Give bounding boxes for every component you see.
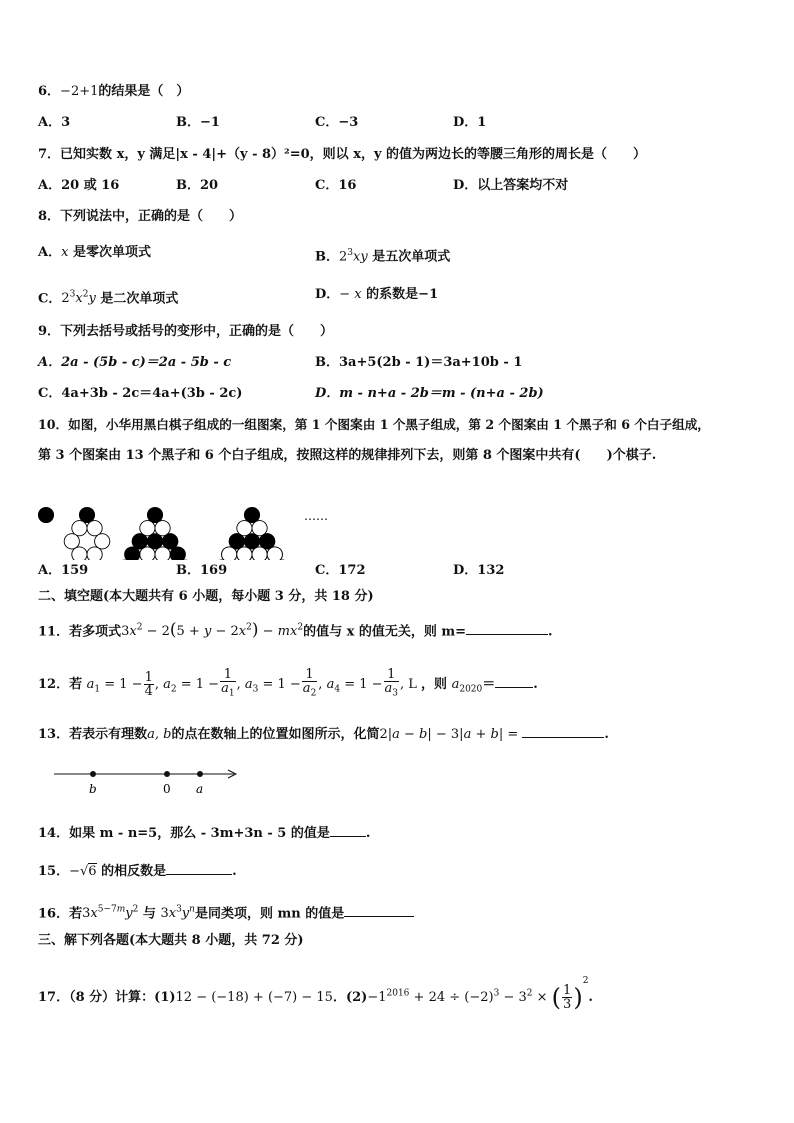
- q10-stem-line1: 10．如图，小华用黑白棋子组成的一组图案，第 1 个图案由 1 个黑子组成，第 2 个图案由 1 个黑子和 6 个白子组成，: [38, 417, 710, 432]
- q13-end: .: [604, 727, 609, 742]
- black-stone: [38, 507, 53, 522]
- q6-expression: −2+1: [60, 84, 99, 99]
- q14: [38, 822, 370, 843]
- q6-text: 的结果是（ ）: [98, 84, 190, 99]
- q11-expression: $3x^2 - 2(5 + y - 2x^2) - mx^2$: [121, 620, 304, 641]
- q8-a-text: 是零次单项式: [72, 245, 151, 260]
- q17-end: .: [588, 990, 593, 1005]
- q17-part1-expr: 12 − (−18) + (−7) − 15: [175, 990, 333, 1005]
- pattern-1: [38, 507, 53, 522]
- q6-option-b: B．−1: [176, 115, 220, 130]
- white-stone: [95, 534, 110, 549]
- q6-option-c: C．−3: [315, 115, 359, 130]
- white-stone: [237, 547, 252, 560]
- q7-stem: 7．已知实数 x，y 满足|x - 4|+（y - 8）²=0，则以 x，y 的值为两边长的等腰三角形的周长是（ ）: [38, 147, 647, 162]
- point-a: [197, 771, 203, 777]
- q8-b-label: B．: [315, 249, 339, 265]
- q9-option-c: C．4a+3b - 2c＝4a+(3b - 2c): [38, 386, 243, 401]
- black-stone: [244, 534, 259, 549]
- q16: [38, 901, 414, 923]
- q16-label: 16．若: [38, 906, 83, 922]
- label-0: 0: [163, 782, 171, 796]
- q8-option-a: [38, 244, 151, 262]
- q8-option-d: [315, 286, 438, 304]
- q17-part2-label: ．(2): [332, 990, 368, 1005]
- q11-end: .: [548, 624, 553, 640]
- pattern-3: [117, 507, 193, 560]
- q7-option-c: C．16: [315, 178, 357, 193]
- q8-a-label: A．: [38, 245, 62, 260]
- q15-label: 15．: [38, 864, 70, 879]
- black-stone: [147, 507, 162, 522]
- number-line: [50, 762, 250, 798]
- q9-option-b: B．3a+5(2b - 1)＝3a+10b - 1: [315, 355, 523, 370]
- q8-d-label: D．: [315, 287, 340, 302]
- q13-vars: a, b: [147, 727, 172, 742]
- q8-c-text: 是二次单项式: [100, 291, 179, 307]
- q8-b-var: xy: [353, 249, 368, 265]
- q13-text: 的点在数轴上的位置如图所示，化简: [171, 727, 380, 742]
- q12-text: ，则: [421, 676, 448, 692]
- q11: [38, 619, 553, 641]
- q8-option-c: [38, 286, 178, 308]
- q12-target-sub: 2020: [459, 684, 483, 695]
- q12-sequence: $a_1 = 1$ − $\frac{1}{4}$ , $a_2 = 1$ − $\frac{1}{a_1}$ , $a_3 = 1$ − $\frac{1}{a_2}$ , $a_4 = 1$ − $\frac{1}{a_3}$ , L: [86, 667, 422, 699]
- label-b: b: [89, 782, 97, 796]
- q8-option-b: [315, 244, 450, 266]
- white-stone: [87, 547, 102, 560]
- white-stone: [252, 521, 267, 536]
- q9-option-d: D．m - n+a - 2b＝m - (n+a - 2b): [315, 386, 544, 401]
- q10-option-b: B．169: [176, 563, 228, 578]
- q15-answer-blank[interactable]: [166, 860, 232, 875]
- label-a: a: [196, 782, 204, 796]
- q10-option-c: C．172: [315, 563, 366, 578]
- black-stone: [132, 534, 147, 549]
- q9-stem: 9．下列去括号或括号的变形中，正确的是（ ）: [38, 324, 334, 339]
- white-stone: [140, 521, 155, 536]
- q10-pattern-figure: [30, 468, 350, 560]
- q12: [38, 668, 538, 701]
- black-stone: [244, 507, 259, 522]
- q10-stem-line2: 第 3 个图案由 13 个黑子和 6 个白子组成，按照这样的规律排列下去，则第 8 个图案中共有( )个棋子.: [38, 448, 657, 463]
- q10-option-a: A．159: [38, 563, 89, 578]
- q11-label: 11．若多项式: [38, 624, 122, 640]
- q16-term2: $3x^3y^n$: [160, 905, 195, 922]
- q16-text: 是同类项，则 mn 的值是: [194, 906, 345, 922]
- q10-option-d: D．132: [453, 563, 505, 578]
- q8-b-exp: 3: [347, 248, 354, 258]
- white-stone: [72, 521, 87, 536]
- white-stone: [222, 547, 237, 560]
- q8-d-var: − x: [339, 287, 362, 302]
- black-stone: [147, 534, 162, 549]
- q13-answer-blank[interactable]: [522, 723, 604, 738]
- white-stone: [155, 521, 170, 536]
- white-stone: [87, 521, 102, 536]
- q8-b-base: 2: [339, 249, 348, 265]
- q14-answer-blank[interactable]: [330, 822, 366, 837]
- black-stone: [125, 547, 140, 560]
- q11-text: 的值与 x 的值无关，则 m=: [303, 624, 467, 640]
- q11-answer-blank[interactable]: [466, 620, 548, 635]
- point-b: [90, 771, 96, 777]
- q16-answer-blank[interactable]: [344, 902, 414, 917]
- q7-option-d: D．以上答案均不对: [453, 178, 569, 193]
- q17-label: 17．（8 分）计算：(1): [38, 990, 176, 1005]
- black-stone: [229, 534, 244, 549]
- pattern-2: [64, 507, 110, 560]
- q8-b-text: 是五次单项式: [372, 249, 451, 265]
- q17: [38, 972, 593, 1011]
- white-stone: [64, 534, 79, 549]
- section-3-heading: 三、解下列各题(本大题共 8 小题，共 72 分): [38, 933, 304, 948]
- q17-part2-expr: $-1^{2016} + 24 \div (-2)^3 - 3^2$ × ( $\frac{1}{3}$ )$^2$: [367, 976, 589, 1012]
- q15: [38, 860, 237, 881]
- section-2-heading: 二、填空题(本大题共有 6 小题，每小题 3 分，共 18 分): [38, 589, 374, 604]
- q7-option-b: B．20: [176, 178, 219, 193]
- white-stone: [252, 547, 267, 560]
- black-stone: [260, 534, 275, 549]
- q6-number: 6．: [38, 84, 61, 99]
- q8-d-text: 的系数是−1: [366, 287, 439, 302]
- q12-eq: ＝: [482, 676, 496, 692]
- point-0: [164, 771, 170, 777]
- pattern-ellipsis: ……: [304, 509, 328, 523]
- q14-text: 14．如果 m - n=5，那么 - 3m+3n - 5 的值是: [38, 826, 330, 841]
- q15-text: 的相反数是: [101, 864, 167, 879]
- black-stone: [170, 547, 185, 560]
- q14-end: .: [365, 826, 371, 841]
- q15-expression: −√6: [69, 864, 97, 879]
- q16-mid: 与: [142, 906, 156, 922]
- q7-option-a: A．20 或 16: [38, 178, 120, 193]
- black-stone: [163, 534, 178, 549]
- q8-c-expr: $2^3x^2y$: [61, 290, 96, 307]
- q15-end: .: [232, 864, 237, 879]
- q12-target: $a_{2020}$: [451, 676, 483, 695]
- q13: [38, 723, 609, 744]
- q6-option-a: A．3: [38, 115, 71, 130]
- white-stone: [267, 547, 282, 560]
- q12-answer-blank[interactable]: [495, 673, 533, 688]
- q8-c-label: C．: [38, 291, 62, 307]
- q16-term1: $3x^{5-7m}y^2$: [82, 905, 139, 922]
- q9-option-a: A．2a - (5b - c)＝2a - 5b - c: [38, 355, 232, 370]
- q13-label: 13．若表示有理数: [38, 727, 148, 742]
- q12-label: 12．若: [38, 676, 83, 692]
- q12-end: .: [533, 676, 538, 692]
- pattern-4: [199, 507, 305, 560]
- q13-expression: 2|a − b| − 3|a + b| =: [379, 727, 523, 742]
- q6-stem: [38, 83, 189, 101]
- q8-a-var: x: [61, 245, 69, 260]
- q8-stem: 8．下列说法中，正确的是（ ）: [38, 209, 243, 224]
- q6-option-d: D．1: [453, 115, 487, 130]
- black-stone: [79, 507, 94, 522]
- white-stone: [237, 521, 252, 536]
